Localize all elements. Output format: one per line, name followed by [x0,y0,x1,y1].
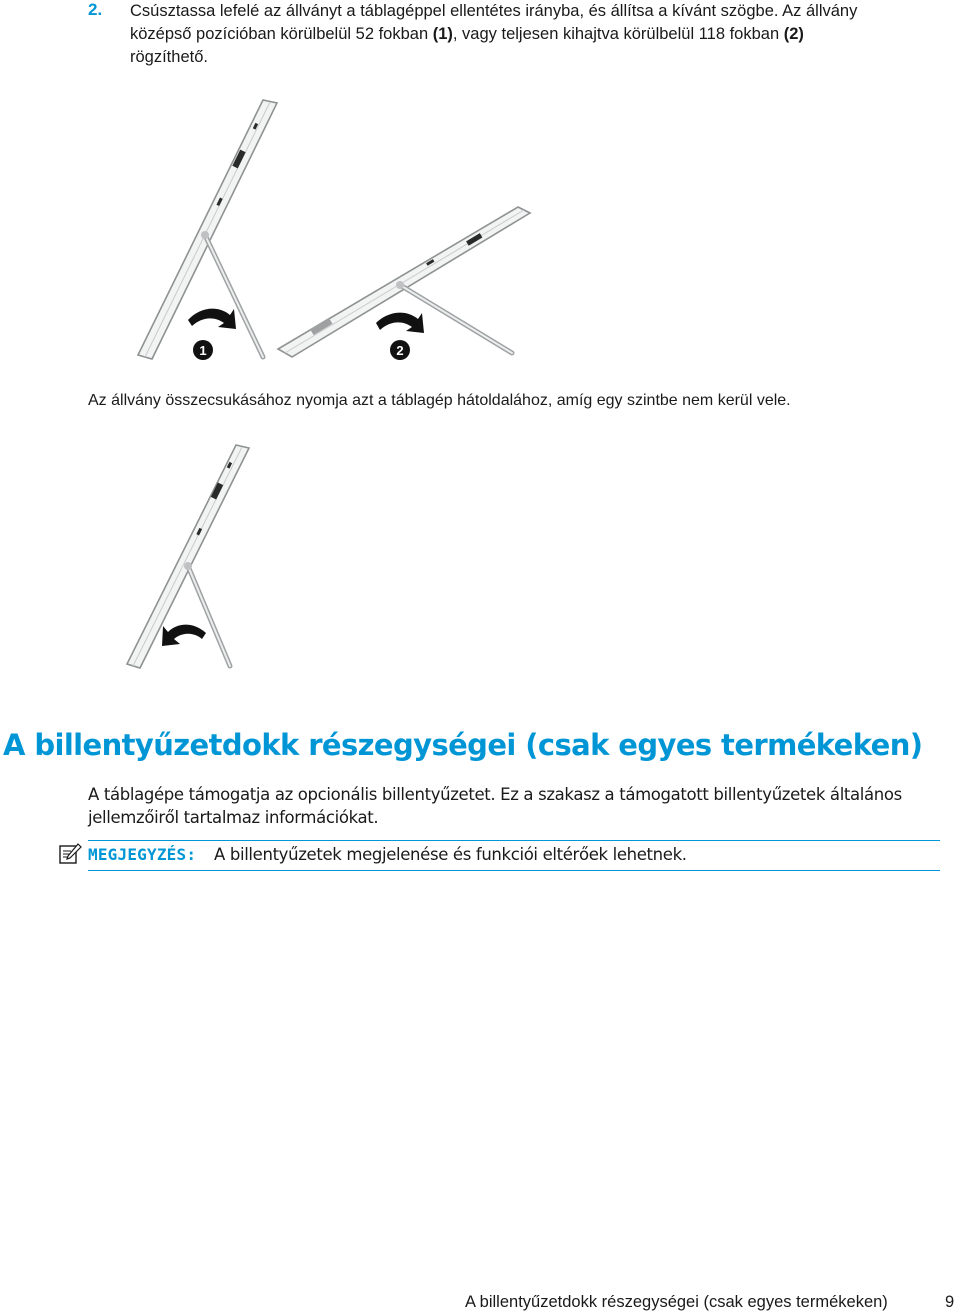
section-heading: A billentyűzetdokk részegységei (csak egyes termékeken) [3,728,923,762]
step-line-3: rögzíthető. [130,48,208,66]
step-line-1: Csúsztassa lefelé az állványt a táblagéppel ellentétes irányba, és állítsa a kívánt szögbe. Az állvány [130,2,858,20]
footer-section-title: A billentyűzetdokk részegységei (csak egyes termékeken) [465,1293,888,1311]
kickstand-positions-figure [130,95,540,370]
collapse-instruction: Az állvány összecsukásához nyomja azt a táblagép hátoldalához, amíg egy szintbe nem kerül vele. [88,392,791,409]
callout-ref-2: (2) [783,25,804,43]
step-line-2-part-a: középső pozícióban körülbelül 52 fokban [130,25,433,43]
step-line-2-part-c: , vagy teljesen kihajtva körülbelül 118 fokban [452,25,784,43]
section-paragraph-line-1: A táblagépe támogatja az opcionális billentyűzetet. Ez a szakasz a támogatott billentyűzetek általános [88,785,902,804]
note-bottom-rule [88,870,940,871]
kickstand-collapse-figure [118,440,258,675]
step-number: 2. [88,0,103,19]
tablet-position-2-illustration [278,207,530,360]
tablet-position-1-illustration [138,100,277,360]
note-text: A billentyűzetek megjelenése és funkciói eltérőek lehetnek. [214,845,687,864]
step-line-2 [130,23,930,46]
callout-1: 1 [199,343,207,358]
section-paragraph [88,783,902,829]
note-pencil-icon [58,842,82,866]
section-paragraph-line-2: jellemzőiről tartalmaz információkat. [88,808,379,827]
callout-2: 2 [396,343,404,358]
footer-page-number: 9 [945,1293,955,1311]
step-text [130,0,930,69]
note-label: MEGJEGYZÉS: [88,845,197,864]
callout-ref-1: (1) [432,25,453,43]
note-top-rule [88,840,940,841]
